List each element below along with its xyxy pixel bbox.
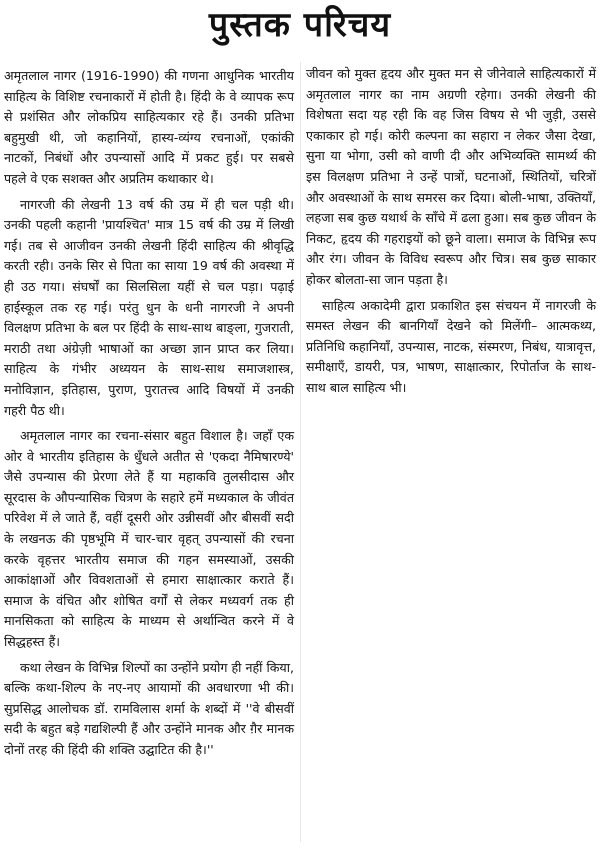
paragraph-early-life: नागरजी की लेखनी 13 वर्ष की उम्र में ही चल पड़ी थी। उनकी पहली कहानी 'प्रायश्चित' मात्र 15 वर्ष की उम्र में लिखी गई। तब से आजीवन उनकी लेखनी हिंदी साहित्य की श्रीवृद्धि करती रही। उनके सिर से पिता का साया 19 वर्ष की अवस्था में ही उठ गया। संघर्षों का सिलसिला यहीं से चल पड़ा। पढ़ाई हाईस्कूल तक रह गई। परंतु धुन के धनी नागरजी ने अपनी विलक्षण प्रतिभा के बल पर हिंदी के साथ-साथ बाङ्ला, गुजराती, मराठी तथा अंग्रेज़ी भाषाओं का अच्छा ज्ञान प्राप्त कर लिया। साहित्य के गंभीर अध्ययन के साथ-साथ समाजशास्त्र, मनोविज्ञान, इतिहास, पुराण, पुरातत्त्व आदि विषयों में उनकी गहरी पैठ थी। — [4, 196, 294, 418]
right-text-column — [306, 64, 596, 404]
paragraph-anthology: साहित्य अकादेमी द्वारा प्रकाशित इस संचयन में नागरजी के समस्त लेखन की बानगियाँ देखने को मिलेंगी– आत्मकथ्य, प्रतिनिधि कहानियाँ, उपन्यास, नाटक, संस्मरण, निबंध, यात्रावृत्त, समीक्षाएँ, डायरी, पत्र, भाषण, साक्षात्कार, रिपोर्ताज के साथ-साथ बाल साहित्य भी। — [306, 297, 596, 395]
paragraph-craft: कथा लेखन के विभिन्न शिल्पों का उन्होंने प्रयोग ही नहीं किया, बल्कि कथा-शिल्प के नए-नए आयामों की अवधारणा भी की। सुप्रसिद्ध आलोचक डॉ. रामविलास शर्मा के शब्दों में ''वे बीसवीं सदी के बहुत बड़े गद्यशिल्पी हैं और उन्होंने मानक और ग़ैर मानक दोनों तरह की हिंदी की शक्ति उद्घाटित की है।'' — [4, 659, 294, 757]
paragraph-life-writing: जीवन को मुक्त हृदय और मुक्त मन से जीनेवाले साहित्यकारों में अमृतलाल नागर का नाम अग्रणी रहेगा। उनकी लेखनी की विशेषता सदा यह रही कि वह जिस विषय से भी जुड़ी, उससे एकाकार हो गई। कोरी कल्पना का सहारा न लेकर जैसा देखा, सुना या भोगा, उसी को वाणी दी और अभिव्यक्ति सामर्थ्य की इस विलक्षण प्रतिभा ने उन्हें पात्रों, घटनाओं, स्थितियों, चरित्रों और अवस्थाओं के साथ समरस कर दिया। बोली-भाषा, उक्तियाँ, लहजा सब कुछ यथार्थ के साँचे में ढला हुआ। सब कुछ जीवन के निकट, हृदय की गहराइयों को छूने वाला। समाज के विभिन्न रूप और रंग। जीवन के विविध स्वरूप और चित्र। सब कुछ साकार होकर बोलता-सा जान पड़ता है। — [306, 66, 596, 287]
paragraph-intro: अमृतलाल नागर (1916-1990) की गणना आधुनिक भारतीय साहित्य के विशिष्ट रचनाकारों में होती है। हिंदी के वे व्यापक रूप से प्रशंसित और लोकप्रिय साहित्यकार रहे हैं। उनकी प्रतिभा बहुमुखी थी, जो कहानियों, हास्य-व्यंग्य रचनाओं, एकांकी नाटकों, निबंधों और उपन्यासों आदि में प्रकट हुई। पर सबसे पहले वे एक सशक्त और अप्रतिम कथाकार थे। — [4, 68, 294, 186]
left-text-column — [4, 66, 294, 766]
paragraph-literary-world: अमृतलाल नागर का रचना-संसार बहुत विशाल है। जहाँ एक ओर वे भारतीय इतिहास के धुँधले अतीत से 'एकदा नैमिषारण्ये' जैसे उपन्यास की प्रेरणा लेते हैं या महाकवि तुलसीदास और सूरदास के औपन्यासिक चित्रण के सहारे हमें मध्यकाल के जीवंत परिवेश में ले जाते हैं, वहीं दूसरी ओर उन्नीसवीं और बीसवीं सदी के लखनऊ की पृष्ठभूमि में चार-चार वृहत् उपन्यासों की रचना करके वृहत्तर भारतीय समाज की गहन समस्याओं, उसकी आकांक्षाओं और विवशताओं से हमारा साक्षात्कार कराते हैं। समाज के वंचित और शोषित वर्गों से लेकर मध्यवर्ग तक ही मानसिकता को साहित्य के माध्यम से अर्थान्वित करने में वे सिद्धहस्त हैं। — [4, 428, 294, 650]
page-title: पुस्तक परिचय — [208, 5, 392, 45]
column-divider — [300, 62, 301, 842]
